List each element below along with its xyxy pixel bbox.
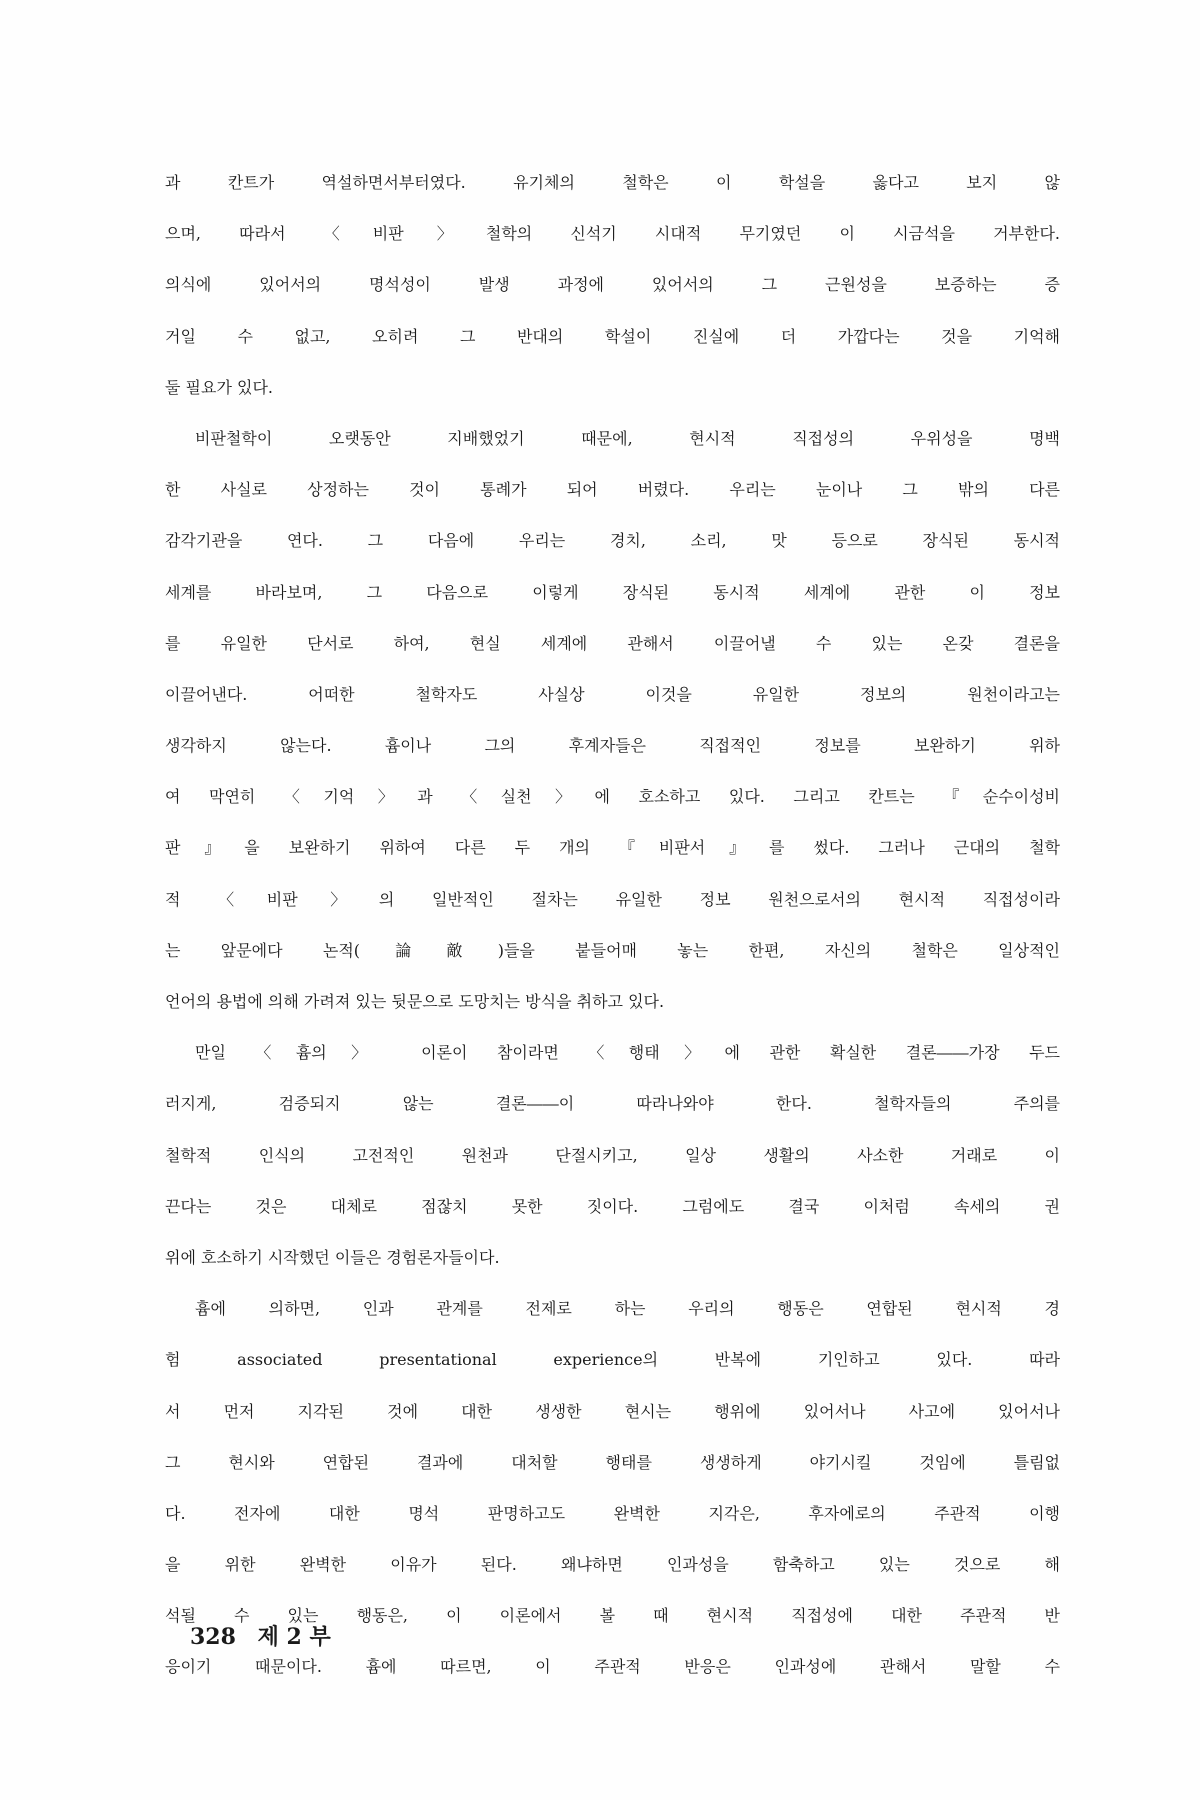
body-text: [165, 170, 1060, 1706]
text-line: 으며, 따라서 〈비판〉철학의 신석기 시대적 무기였던 이 시금석을 거부한다.: [165, 224, 1060, 244]
text-line: 끈다는 것은 대체로 점잖치 못한 짓이다. 그럼에도 결국 이처럼 속세의 권: [165, 1196, 1060, 1216]
part-label: 제 2 부: [257, 1624, 331, 1650]
page-footer: [190, 1620, 331, 1651]
text-line: 서 먼저 지각된 것에 대한 생생한 현시는 행위에 있어서나 사고에 있어서나: [165, 1401, 1060, 1421]
text-line: 응이기 때문이다. 흄에 따르면, 이 주관적 반응은 인과성에 관해서 말할 수: [165, 1657, 1060, 1677]
text-line: 흄에 의하면, 인과 관계를 전제로 하는 우리의 행동은 연합된 현시적 경: [195, 1299, 1060, 1319]
text-line: 비판철학이 오랫동안 지배했었기 때문에, 현시적 직접성의 우위성을 명백: [195, 428, 1060, 448]
text-line: 거일 수 없고, 오히려 그 반대의 학설이 진실에 더 가깝다는 것을 기억해: [165, 326, 1060, 346]
text-line: 생각하지 않는다. 흄이나 그의 후계자들은 직접적인 정보를 보완하기 위하: [165, 736, 1060, 756]
page-number: 328: [190, 1624, 236, 1650]
text-line: 을 위한 완벽한 이유가 된다. 왜냐하면 인과성을 함축하고 있는 것으로 해: [165, 1555, 1060, 1575]
text-line: 의식에 있어서의 명석성이 발생 과정에 있어서의 그 근원성을 보증하는 증: [165, 275, 1060, 295]
text-line: 험 associated presentational experience의 반복에 기인하고 있다. 따라: [165, 1350, 1060, 1370]
text-line: 이끌어낸다. 어떠한 철학자도 사실상 이것을 유일한 정보의 원천이라고는: [165, 684, 1060, 704]
text-line: 한 사실로 상정하는 것이 통례가 되어 버렸다. 우리는 눈이나 그 밖의 다른: [165, 480, 1060, 500]
text-line: 언어의 용법에 의해 가려져 있는 뒷문으로 도망치는 방식을 취하고 있다.: [165, 992, 665, 1011]
text-line: 러지게, 검증되지 않는 결론――이 따라나와야 한다. 철학자들의 주의를: [165, 1094, 1060, 1114]
text-line: 석될 수 있는 행동은, 이 이론에서 볼 때 현시적 직접성에 대한 주관적 반: [165, 1606, 1060, 1626]
text-line: 다. 전자에 대한 명석 판명하고도 완벽한 지각은, 후자에로의 주관적 이행: [165, 1503, 1060, 1523]
text-line: 둘 필요가 있다.: [165, 377, 273, 397]
text-line: 적 〈비판〉의 일반적인 절차는 유일한 정보 원천으로서의 현시적 직접성이라: [165, 889, 1060, 909]
text-line: 그 현시와 연합된 결과에 대처할 행태를 생생하게 야기시킬 것임에 틀림없: [165, 1452, 1060, 1472]
text-line: 세계를 바라보며, 그 다음으로 이렇게 장식된 동시적 세계에 관한 이 정보: [165, 582, 1060, 602]
text-line: 위에 호소하기 시작했던 이들은 경험론자들이다.: [165, 1247, 500, 1267]
text-line: 만일 〈흄의〉 이론이 참이라면 〈행태〉에 관한 확실한 결론――가장 두드: [195, 1043, 1060, 1063]
text-line: 감각기관을 연다. 그 다음에 우리는 경치, 소리, 맛 등으로 장식된 동시적: [165, 531, 1060, 551]
text-line: 여 막연히 〈기억〉과 〈실천〉에 호소하고 있다. 그리고 칸트는 『순수이성비: [165, 787, 1060, 807]
text-line: 판』을 보완하기 위하여 다른 두 개의 『비판서』를 썼다. 그러나 근대의 철학: [165, 838, 1060, 858]
text-line: 철학적 인식의 고전적인 원천과 단절시키고, 일상 생활의 사소한 거래로 이: [165, 1145, 1060, 1165]
text-line: 를 유일한 단서로 하여, 현실 세계에 관해서 이끌어낼 수 있는 온갖 결론을: [165, 633, 1060, 653]
text-line: 과 칸트가 역설하면서부터였다. 유기체의 철학은 이 학설을 옳다고 보지 않: [165, 173, 1060, 192]
text-line: 는 앞문에다 논적(論敵)들을 붙들어매 놓는 한편, 자신의 철학은 일상적인: [165, 940, 1060, 960]
